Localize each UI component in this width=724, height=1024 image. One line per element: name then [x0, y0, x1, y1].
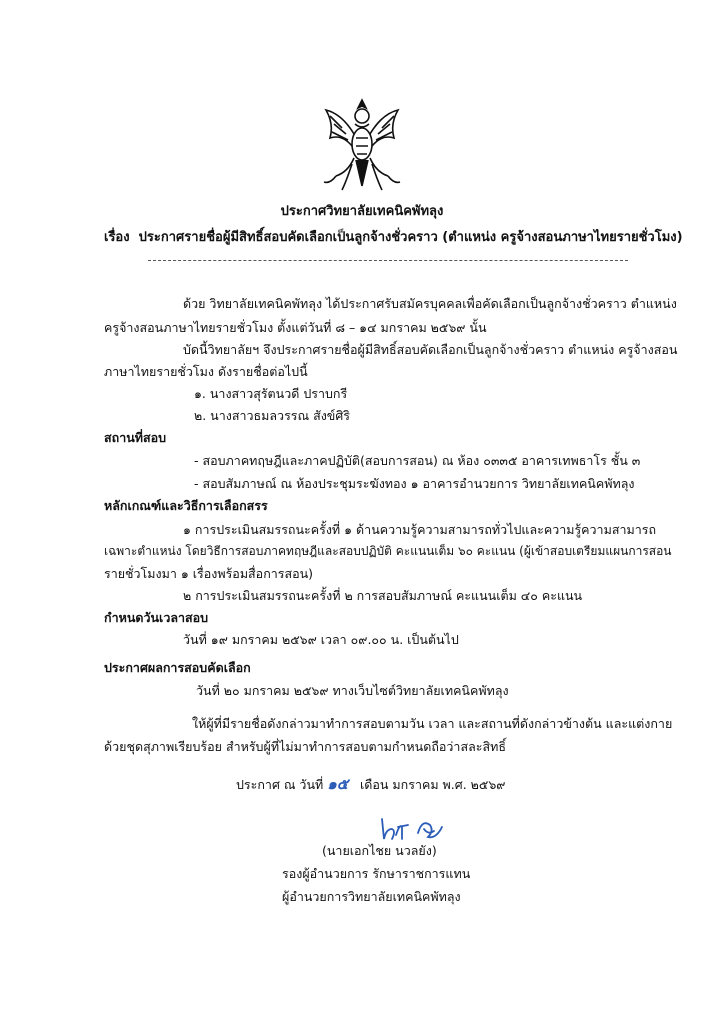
results-line: วันที่ ๒๐ มกราคม ๒๕๖๙ ทางเว็บไซต์วิทยาลัยเทคนิคพัทลุง [196, 683, 509, 698]
candidate-1: ๑. นางสาวสุรัตนวดี ปราบกรี [194, 386, 348, 401]
results-heading: ประกาศผลการสอบคัดเลือก [104, 660, 251, 675]
page-title: ประกาศวิทยาลัยเทคนิคพัทลุง [280, 204, 444, 219]
criteria-line-1: ๑ การประเมินสมรรถนะครั้งที่ ๑ ด้านความรู้ความสามารถทั่วไปและความรู้ความสามารถ [183, 522, 657, 537]
candidate-2: ๒. นางสาวธมลวรรณ สังข์ศิริ [194, 408, 350, 423]
intro-line-2: ครูจ้างสอนภาษาไทยรายชั่วโมง ตั้งแต่วันที่ ๘ – ๑๔ มกราคม ๒๕๖๙ นั้น [104, 320, 487, 335]
signatory-position-1: รองผู้อำนวยการ รักษาราชการแทน [282, 866, 471, 881]
announce-date-line [236, 772, 505, 796]
announce-prefix: ประกาศ ณ วันที่ [236, 777, 324, 792]
signatory-position-2: ผู้อำนวยการวิทยาลัยเทคนิคพัทลุง [282, 889, 461, 904]
closing-line-2: ด้วยชุดสุภาพเรียบร้อย สำหรับผู้ที่ไม่มาทำการสอบตามกำหนดถือว่าสละสิทธิ์ [104, 739, 506, 754]
subject-label: เรื่อง [104, 230, 130, 245]
subject-line [104, 226, 683, 247]
criteria-line-3: รายชั่วโมงมา ๑ เรื่องพร้อมสื่อการสอน) [104, 566, 314, 581]
schedule-line: วันที่ ๑๙ มกราคม ๒๕๖๙ เวลา ๐๙.๐๐ น. เป็นต้นไป [183, 632, 459, 647]
intro-line-4: ภาษาไทยรายชั่วโมง ดังรายชื่อต่อไปนี้ [104, 364, 308, 379]
venue-item-1: - สอบภาคทฤษฎีและภาคปฏิบัติ(สอบการสอน) ณ ห้อง ๐๓๓๕ อาคารเทพธาโร ชั้น ๓ [194, 453, 641, 468]
intro-line-1: ด้วย วิทยาลัยเทคนิคพัทลุง ได้ประกาศรับสมัครบุคคลเพื่อคัดเลือกเป็นลูกจ้างชั่วคราว ตำแหน่ง [183, 296, 677, 311]
garuda-emblem-icon [312, 94, 412, 194]
criteria-line-2: เฉพาะตำแหน่ง โดยวิธีการสอบภาคทฤษฎีและสอบปฏิบัติ คะแนนเต็ม ๖๐ คะแนน (ผู้เข้าสอบเตรียมแผนการสอน [104, 544, 672, 558]
subject-text: ประกาศรายชื่อผู้มีสิทธิ์สอบคัดเลือกเป็นลูกจ้างชั่วคราว (ตำแหน่ง ครูจ้างสอนภาษาไทยรายชั่วโมง) [138, 230, 683, 245]
criteria-line-4: ๒ การประเมินสมรรถนะครั้งที่ ๒ การสอบสัมภาษณ์ คะแนนเต็ม ๔๐ คะแนน [183, 588, 583, 603]
schedule-heading: กำหนดวันเวลาสอบ [104, 610, 209, 625]
signatory-name: (นายเอกไชย นวลยัง) [322, 843, 437, 858]
announce-suffix: เดือน มกราคม พ.ศ. ๒๕๖๙ [360, 777, 506, 792]
handwritten-day: ๑๕ [327, 775, 349, 793]
closing-line-1: ให้ผู้ที่มีรายชื่อดังกล่าวมาทำการสอบตามวัน เวลา และสถานที่ดังกล่าวข้างต้น และแต่งกาย [192, 716, 673, 731]
venue-heading: สถานที่สอบ [104, 430, 167, 445]
venue-item-2: - สอบสัมภาษณ์ ณ ห้องประชุมระฆังทอง ๑ อาคารอำนวยการ วิทยาลัยเทคนิคพัทลุง [194, 476, 635, 491]
criteria-heading: หลักเกณฑ์และวิธีการเลือกสรร [104, 498, 268, 513]
divider [148, 260, 628, 261]
intro-line-3: บัดนี้วิทยาลัยฯ จึงประกาศรายชื่อผู้มีสิทธิ์สอบคัดเลือกเป็นลูกจ้างชั่วคราว ตำแหน่ง ครูจ้างสอน [183, 342, 678, 357]
